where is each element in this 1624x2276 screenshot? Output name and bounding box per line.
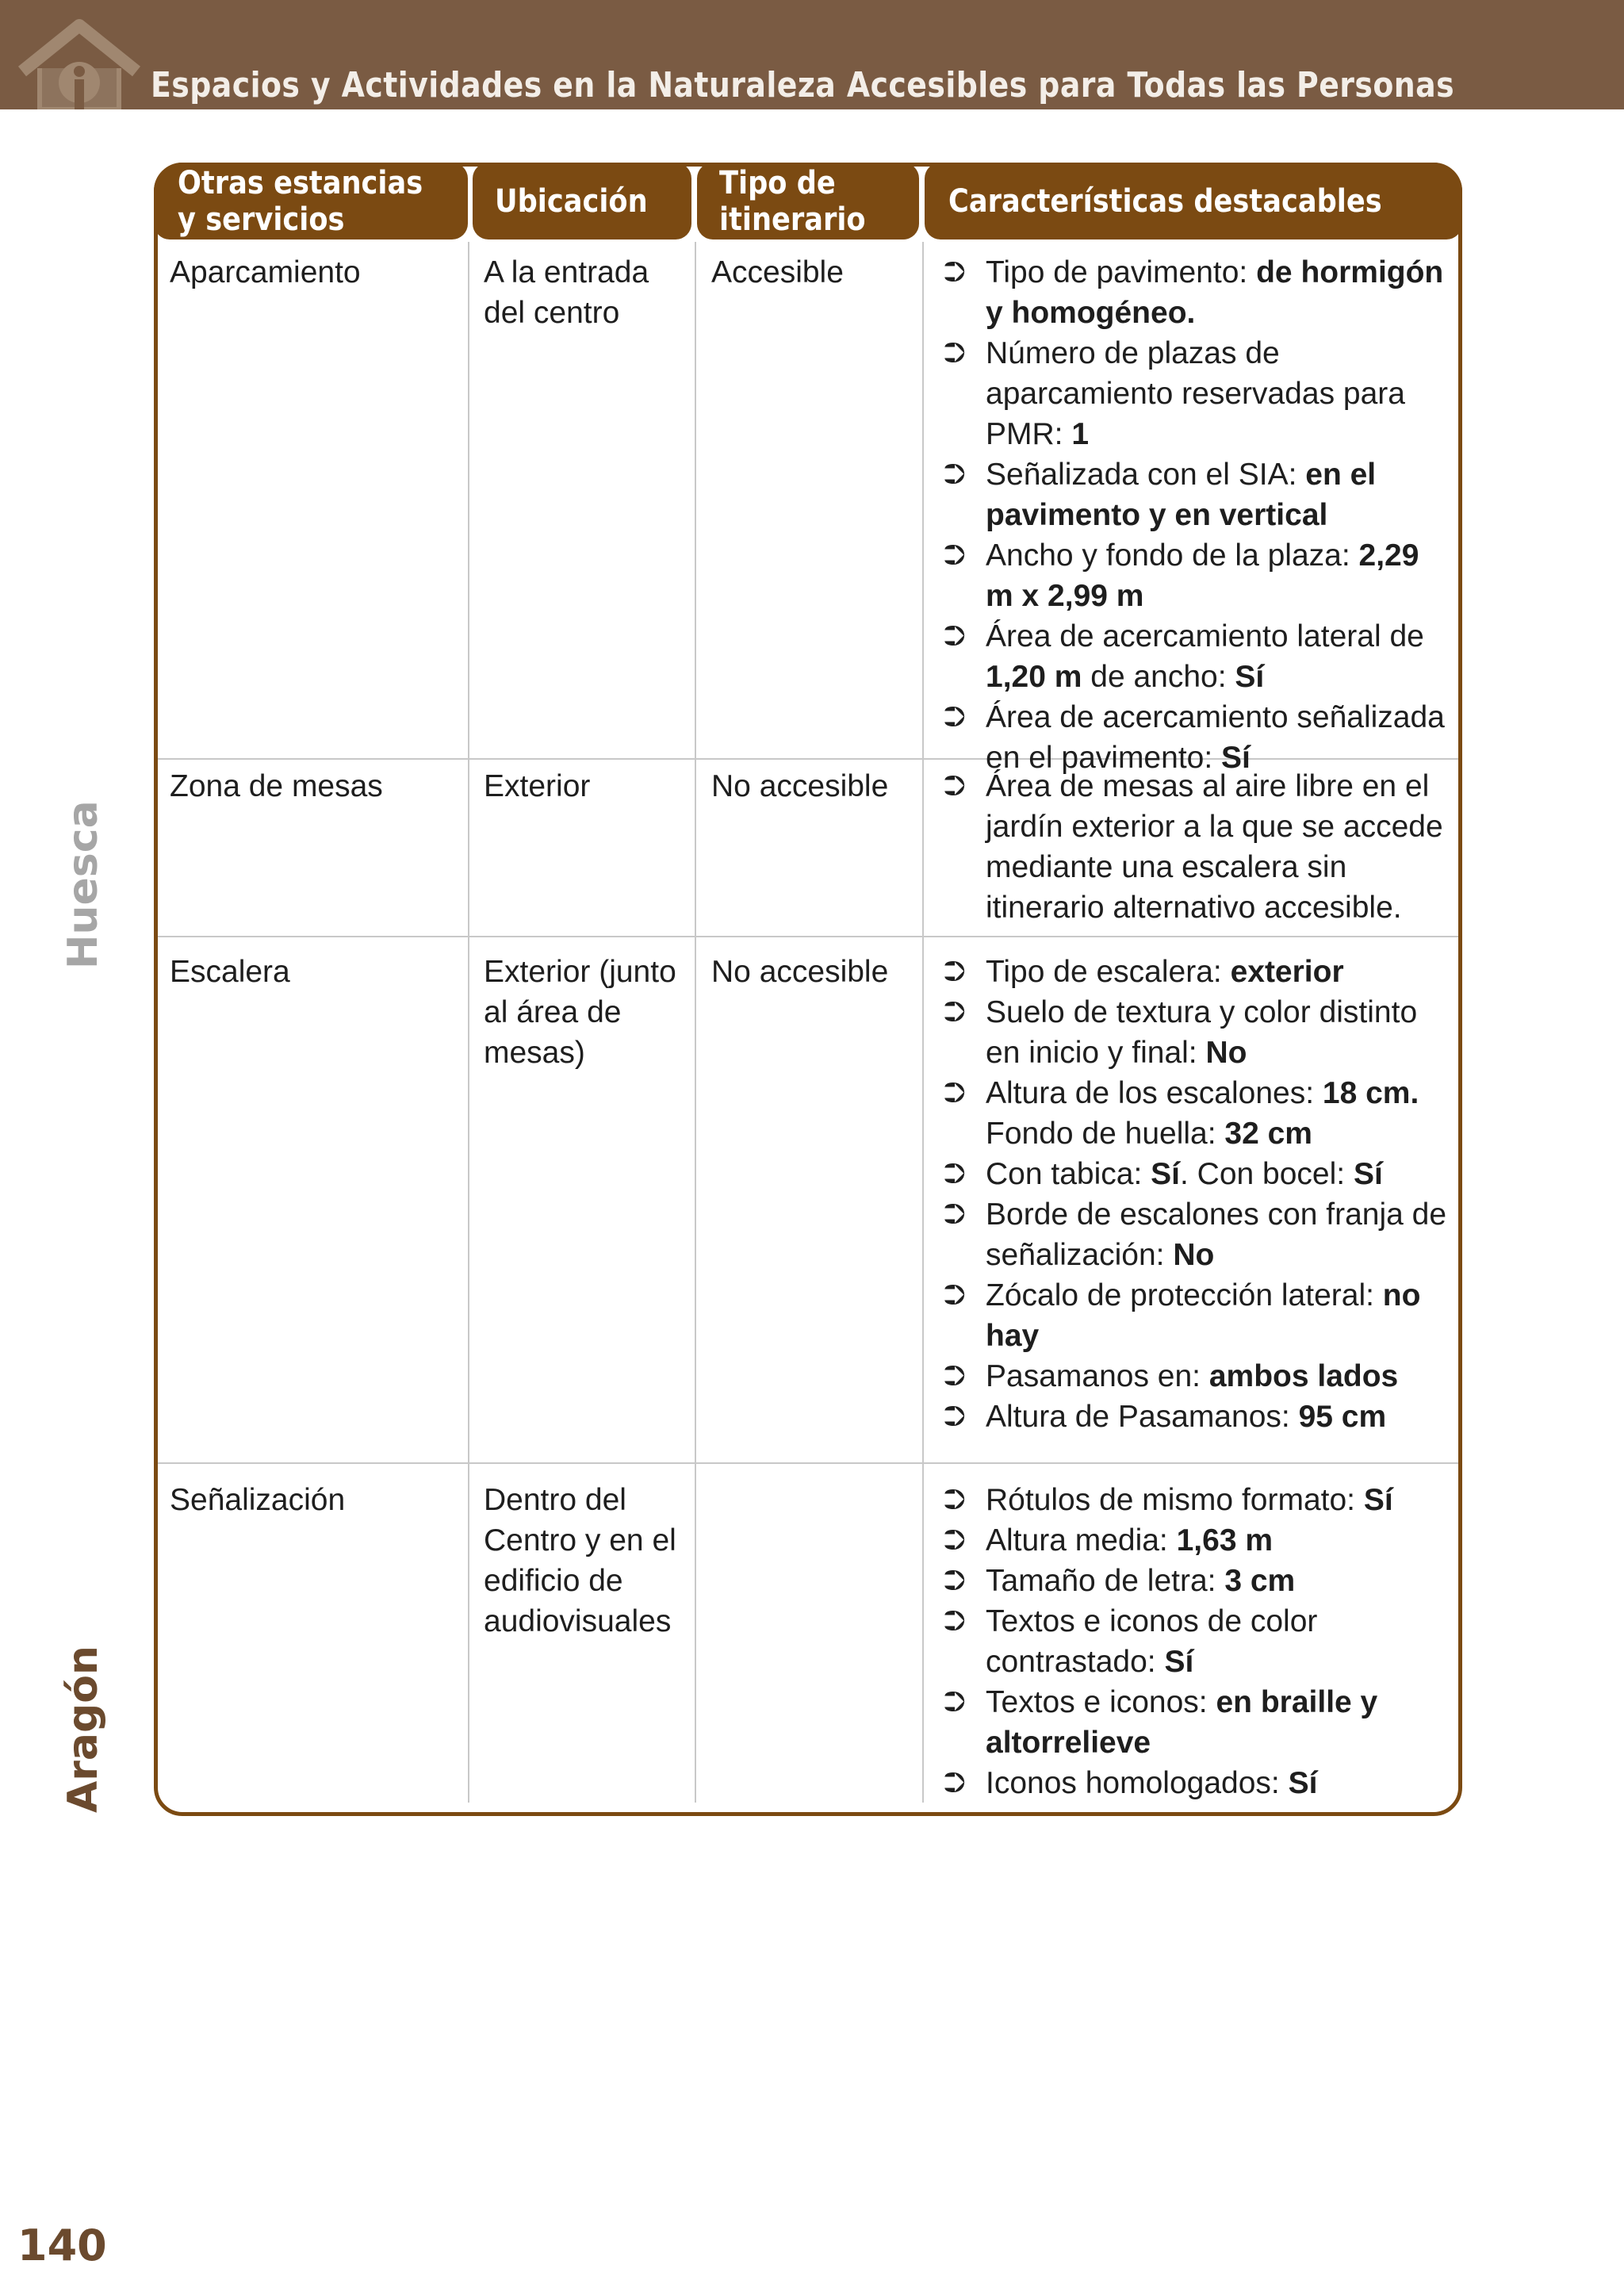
column-header-itinerario — [697, 163, 919, 239]
feature-value: 95 cm — [1298, 1400, 1387, 1434]
feature-label: Textos e iconos: — [986, 1685, 1216, 1719]
arrow-bullet-icon: ⮊ — [944, 701, 966, 734]
feature-value: de hormigón y homogéneo. — [986, 255, 1444, 330]
feature-item — [944, 1682, 1451, 1763]
arrow-bullet-icon: ⮊ — [944, 770, 966, 803]
column-header-estancias — [154, 163, 468, 239]
features-list — [944, 766, 1451, 928]
feature-label: Iconos homologados: — [986, 1766, 1289, 1800]
feature-value: Sí — [1151, 1157, 1180, 1191]
feature-label: Fondo de huella: — [986, 1117, 1225, 1151]
cell-ubicacion: A la entrada del centro — [484, 255, 649, 330]
feature-label: Con tabica: — [986, 1157, 1151, 1191]
arrow-bullet-icon: ⮊ — [944, 1279, 966, 1312]
feature-value: Sí — [1363, 1483, 1393, 1517]
feature-item — [944, 252, 1451, 333]
feature-label: Altura de los escalones: — [986, 1076, 1323, 1110]
feature-item — [944, 1601, 1451, 1682]
arrow-bullet-icon: ⮊ — [944, 1484, 966, 1516]
feature-label: Ancho y fondo de la plaza: — [986, 538, 1359, 573]
feature-item — [944, 1480, 1451, 1520]
feature-value: en el pavimento y en vertical — [986, 458, 1377, 532]
column-header-line: itinerario — [719, 201, 866, 238]
feature-item — [944, 1397, 1451, 1437]
feature-label: Señalizada con el SIA: — [986, 458, 1306, 492]
feature-value: 3 cm — [1224, 1564, 1296, 1598]
feature-item — [944, 616, 1451, 697]
features-list — [944, 1480, 1451, 1803]
feature-label: Pasamanos en: — [986, 1359, 1209, 1393]
feature-label: Área de acercamiento lateral de — [986, 619, 1424, 653]
feature-item — [944, 333, 1451, 454]
side-label-region: Aragón — [59, 1646, 107, 1813]
column-divider — [922, 242, 924, 1803]
feature-item — [944, 1561, 1451, 1601]
feature-value: Sí — [1353, 1157, 1383, 1191]
column-header-line: Otras estancias — [178, 164, 423, 201]
feature-value: no hay — [986, 1278, 1421, 1353]
feature-item — [944, 1520, 1451, 1561]
feature-value: 1,63 m — [1176, 1523, 1274, 1558]
cell-estancia: Señalización — [170, 1483, 346, 1517]
feature-label: de ancho: — [1082, 660, 1235, 694]
feature-label: Zócalo de protección lateral: — [986, 1278, 1383, 1312]
cell-itinerario: No accesible — [711, 769, 889, 803]
feature-label: Suelo de textura y color distinto en inicio y final: — [986, 995, 1418, 1070]
feature-item — [944, 992, 1451, 1073]
arrow-bullet-icon: ⮊ — [944, 1767, 966, 1799]
feature-label: Textos e iconos de color contrastado: — [986, 1604, 1318, 1679]
feature-item — [944, 454, 1451, 535]
header-title: Espacios y Actividades en la Naturaleza Accesibles para Todas las Personas — [151, 65, 1455, 105]
arrow-bullet-icon: ⮊ — [944, 1400, 966, 1433]
column-header-ubicacion — [473, 163, 691, 239]
arrow-bullet-icon: ⮊ — [944, 1565, 966, 1597]
feature-item — [944, 952, 1451, 992]
feature-value: Sí — [1221, 741, 1251, 775]
cell-ubicacion: Dentro del Centro y en el edificio de audiovisuales — [484, 1483, 676, 1638]
feature-label: Tipo de escalera: — [986, 955, 1231, 989]
feature-item — [944, 535, 1451, 616]
feature-label: . Con bocel: — [1179, 1157, 1354, 1191]
feature-label: Altura de Pasamanos: — [986, 1400, 1299, 1434]
feature-label: Tipo de pavimento: — [986, 255, 1257, 289]
arrow-bullet-icon: ⮊ — [944, 956, 966, 988]
feature-label: Área de acercamiento señalizada en el pavimento: — [986, 700, 1445, 775]
arrow-bullet-icon: ⮊ — [944, 458, 966, 491]
feature-label: Rótulos de mismo formato: — [986, 1483, 1364, 1517]
feature-item — [944, 1275, 1451, 1356]
feature-value: 32 cm — [1224, 1117, 1312, 1151]
arrow-bullet-icon: ⮊ — [944, 1686, 966, 1718]
feature-item — [944, 1356, 1451, 1397]
feature-value: 18 cm. — [1322, 1076, 1419, 1110]
arrow-bullet-icon: ⮊ — [944, 1360, 966, 1393]
column-header-line: Ubicación — [495, 182, 648, 220]
arrow-bullet-icon: ⮊ — [944, 539, 966, 572]
cell-ubicacion: Exterior — [484, 769, 591, 803]
features-list — [944, 952, 1451, 1437]
feature-item — [944, 766, 1451, 928]
feature-value: 2,29 m x 2,99 m — [986, 538, 1419, 613]
feature-label: Altura media: — [986, 1523, 1177, 1558]
row-divider — [158, 1462, 1458, 1464]
row-divider — [158, 936, 1458, 937]
feature-label: Borde de escalones con franja de señalización: — [986, 1197, 1447, 1272]
cell-estancia: Zona de mesas — [170, 769, 383, 803]
feature-value: No — [1173, 1238, 1215, 1272]
feature-label: Número de plazas de aparcamiento reservadas para PMR: — [986, 336, 1405, 451]
feature-label: Tamaño de letra: — [986, 1564, 1225, 1598]
house-info-icon — [16, 16, 143, 109]
feature-value: ambos lados — [1208, 1359, 1399, 1393]
page-number: 140 — [17, 2220, 107, 2270]
arrow-bullet-icon: ⮊ — [944, 996, 966, 1029]
feature-item — [944, 1763, 1451, 1803]
arrow-bullet-icon: ⮊ — [944, 337, 966, 370]
feature-item — [944, 1194, 1451, 1275]
feature-item — [944, 1154, 1451, 1194]
arrow-bullet-icon: ⮊ — [944, 620, 966, 653]
feature-value: Sí — [1164, 1645, 1194, 1679]
column-header-line: Tipo de — [719, 164, 836, 201]
column-header-line: y servicios — [178, 201, 345, 238]
column-divider — [468, 242, 469, 1803]
cell-estancia: Aparcamiento — [170, 255, 361, 289]
cell-estancia: Escalera — [170, 955, 290, 989]
feature-label: Área de mesas al aire libre en el jardín exterior a la que se accede mediante una escalera sin itinerario alternativo accesible. — [986, 769, 1443, 925]
features-list — [944, 252, 1451, 778]
side-label-province: Huesca — [59, 800, 107, 969]
arrow-bullet-icon: ⮊ — [944, 1077, 966, 1109]
feature-value: 1,20 m — [986, 660, 1082, 694]
feature-value: No — [1205, 1036, 1247, 1070]
arrow-bullet-icon: ⮊ — [944, 1524, 966, 1557]
column-header-caracteristicas — [925, 163, 1462, 239]
arrow-bullet-icon: ⮊ — [944, 1158, 966, 1190]
feature-value: en braille y altorrelieve — [986, 1685, 1378, 1760]
feature-value: Sí — [1288, 1766, 1318, 1800]
feature-value: exterior — [1230, 955, 1344, 989]
arrow-bullet-icon: ⮊ — [944, 256, 966, 289]
arrow-bullet-icon: ⮊ — [944, 1605, 966, 1638]
arrow-bullet-icon: ⮊ — [944, 1198, 966, 1231]
column-header-line: Características destacables — [948, 182, 1382, 220]
cell-itinerario: Accesible — [711, 255, 844, 289]
cell-ubicacion: Exterior (junto al área de mesas) — [484, 955, 676, 1070]
feature-value: 1 — [1071, 417, 1090, 451]
cell-itinerario: No accesible — [711, 955, 889, 989]
feature-value: Sí — [1235, 660, 1265, 694]
feature-item — [944, 1073, 1451, 1154]
